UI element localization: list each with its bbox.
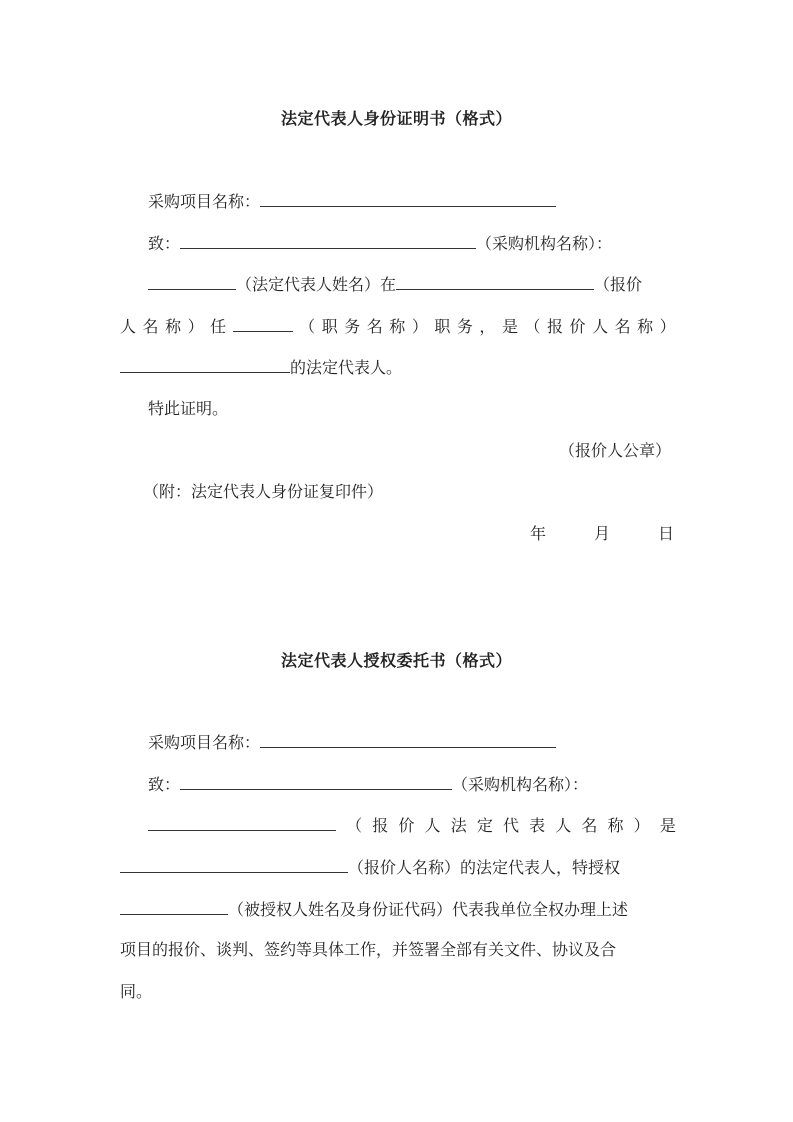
doc2-char: 人	[424, 816, 441, 835]
doc2-rep-name-blank[interactable]	[148, 814, 336, 831]
doc2-agency-hint: （采购机构名称）：	[452, 775, 589, 794]
doc1-seal: （报价人公章）	[558, 441, 671, 460]
doc1-project-name-blank[interactable]	[260, 190, 556, 207]
doc1-char: 价	[569, 317, 586, 336]
doc1-rep-name-hint: （法定代表人姓名）在	[236, 275, 397, 294]
doc2-project-name-blank[interactable]	[260, 731, 556, 748]
doc1-char: （	[299, 317, 316, 336]
doc1-char: 称	[389, 317, 406, 336]
doc2-body-end: 同。	[120, 982, 153, 1001]
doc1-project-line	[148, 190, 556, 212]
doc1-title: 法定代表人身份证明书（格式）	[280, 109, 512, 128]
doc1-char: 称	[165, 317, 182, 336]
doc1-rep-name-blank[interactable]	[148, 273, 236, 290]
doc1-char: 职	[321, 317, 338, 336]
doc2-rep-line	[148, 814, 676, 836]
doc1-char: ）	[659, 317, 676, 336]
doc1-date-year: 年	[530, 524, 547, 543]
doc2-title: 法定代表人授权委托书（格式）	[280, 651, 512, 670]
doc2-char: 价	[398, 816, 415, 835]
doc2-char: 报	[372, 816, 389, 835]
doc1-char: 务	[456, 317, 473, 336]
doc2-char: 法	[450, 816, 467, 835]
doc2-bidder-line	[120, 856, 620, 878]
doc2-body-line: 项目的报价、谈判、签约等具体工作，并签署全部有关文件、协议及合	[120, 940, 617, 959]
doc1-char: 任	[210, 317, 227, 336]
doc1-project-label: 采购项目名称：	[148, 192, 261, 211]
doc2-char: 是	[659, 816, 676, 835]
doc1-date	[530, 523, 674, 545]
doc1-char: 是	[501, 317, 518, 336]
doc2-to-line	[148, 773, 588, 795]
doc1-is-rep-line	[120, 356, 402, 378]
doc2-to-label: 致：	[148, 775, 181, 794]
doc2-char: （	[346, 816, 363, 835]
doc1-attachment: （附：法定代表人身份证复印件）	[143, 482, 384, 501]
doc2-bidder-name-blank[interactable]	[120, 856, 348, 873]
doc1-char: 称	[637, 317, 654, 336]
doc1-char: 名	[366, 317, 383, 336]
doc1-char: ，	[479, 317, 496, 336]
doc1-char: ）	[411, 317, 428, 336]
doc1-char: 务	[344, 317, 361, 336]
doc2-project-label: 采购项目名称：	[148, 733, 261, 752]
doc1-agency-hint: （采购机构名称）：	[476, 234, 613, 253]
doc2-project-line	[148, 731, 556, 753]
doc2-bidder-line-suffix: （报价人名称）的法定代表人，特授权	[348, 858, 621, 877]
doc1-char: 报	[547, 317, 564, 336]
doc2-char: 名	[581, 816, 598, 835]
doc2-authorized-line	[120, 898, 628, 920]
doc1-is-rep-suffix: 的法定代表人。	[290, 358, 403, 377]
doc1-agency-blank[interactable]	[180, 232, 476, 249]
doc2-authorized-name-blank[interactable]	[120, 898, 228, 915]
doc2-authorized-line-suffix: （被授权人姓名及身份证代码）代表我单位全权办理上述	[228, 900, 629, 919]
doc1-char: 人	[120, 317, 137, 336]
doc2-char: 表	[529, 816, 546, 835]
doc1-hereby: 特此证明。	[148, 399, 229, 418]
doc1-char: 名	[142, 317, 159, 336]
doc2-char: 代	[502, 816, 519, 835]
doc1-char: 人	[592, 317, 609, 336]
doc1-to-line	[148, 232, 612, 254]
doc1-char: （	[524, 317, 541, 336]
doc1-char: ）	[187, 317, 204, 336]
doc2-char: 定	[476, 816, 493, 835]
doc1-char: 名	[614, 317, 631, 336]
doc1-char: 职	[434, 317, 451, 336]
doc1-position-blank[interactable]	[233, 315, 293, 332]
doc1-to-label: 致：	[148, 234, 181, 253]
doc1-position-line	[120, 315, 676, 337]
doc2-char: ）	[633, 816, 650, 835]
doc1-rep-line	[148, 273, 642, 295]
doc1-bidder-name-blank[interactable]	[120, 356, 290, 373]
doc2-char: 称	[607, 816, 624, 835]
doc1-bidder-blank[interactable]	[396, 273, 594, 290]
doc2-agency-blank[interactable]	[180, 773, 452, 790]
doc1-bidder-hint-open: （报价	[594, 275, 643, 294]
doc2-char: 人	[555, 816, 572, 835]
doc1-date-day: 日	[657, 524, 674, 543]
doc1-date-month: 月	[593, 524, 610, 543]
